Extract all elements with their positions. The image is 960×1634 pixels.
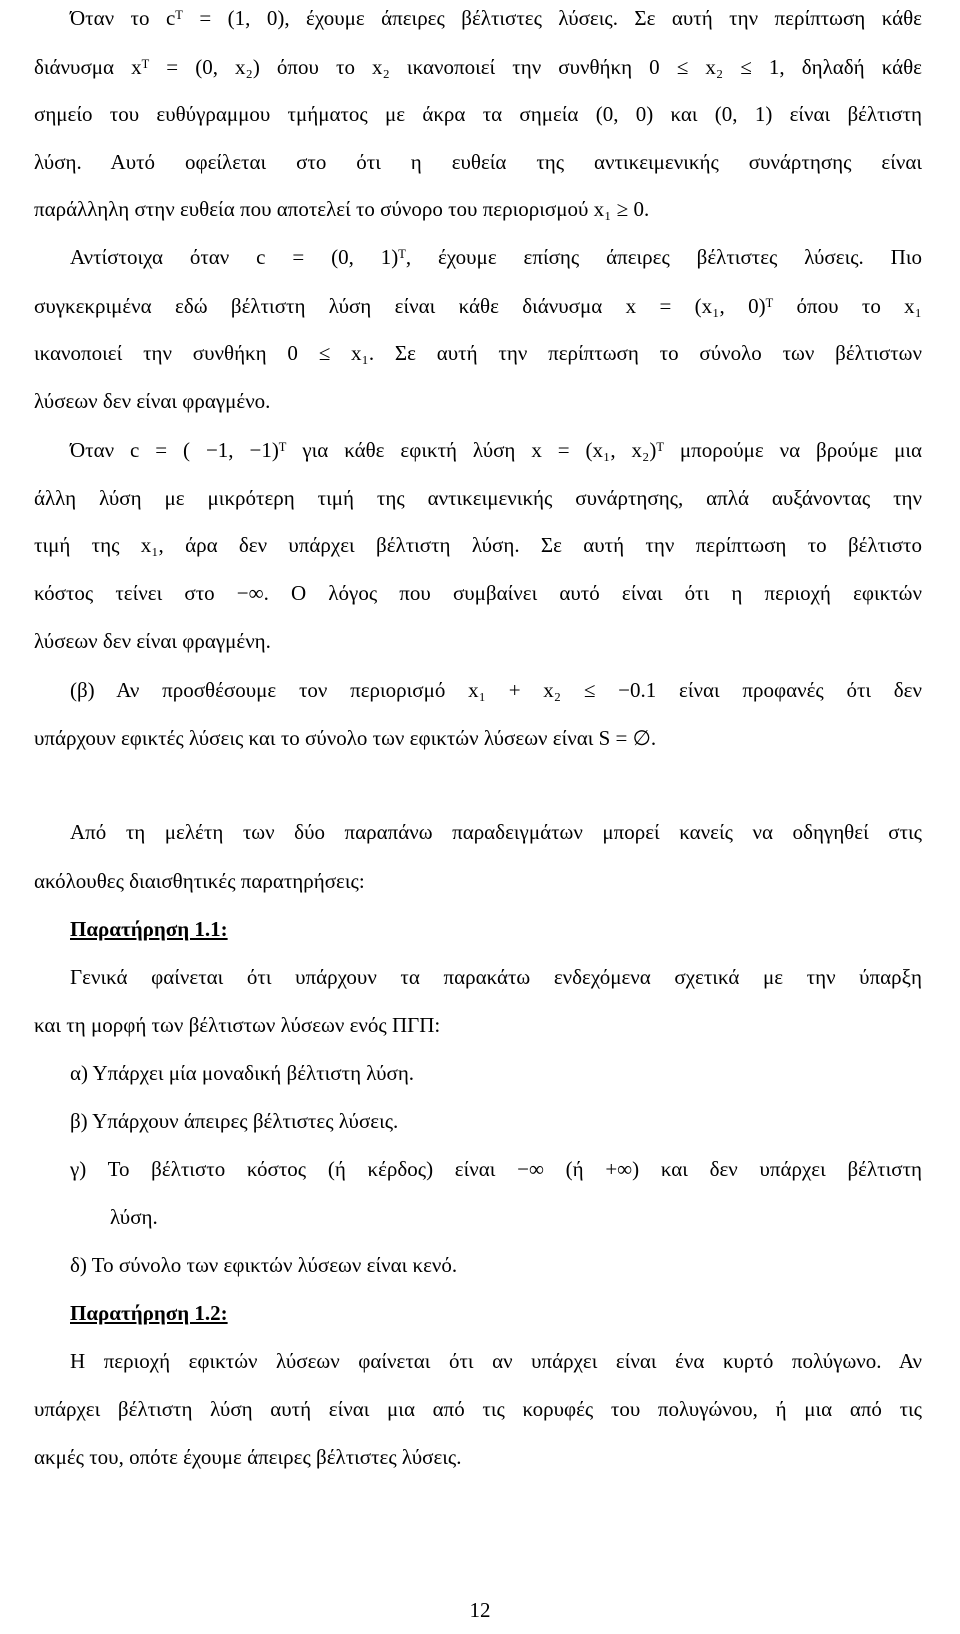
- text-line: διάνυσμα xᵀ = (0, x₂) όπου το x₂ ικανοποιεί την συνθήκη 0 ≤ x₂ ≤ 1, δηλαδή κάθε: [34, 55, 922, 79]
- text-line: παράλληλη στην ευθεία που αποτελεί το σύνορο του περιορισμού x₁ ≥ 0.: [34, 197, 650, 221]
- text-line: τιμή της x₁, άρα δεν υπάρχει βέλτιστη λύση. Σε αυτή την περίπτωση το βέλτιστο: [34, 533, 922, 557]
- text-line: άλλη λύση με μικρότερη τιμή της αντικειμενικής συνάρτησης, απλά αυξάνοντας την: [34, 486, 922, 510]
- text-line: Η περιοχή εφικτών λύσεων φαίνεται ότι αν υπάρχει είναι ένα κυρτό πολύγωνο. Αν: [70, 1349, 922, 1373]
- remark-heading: Παρατήρηση 1.2:: [70, 1301, 228, 1325]
- text-line: Όταν το cᵀ = (1, 0), έχουμε άπειρες βέλτιστες λύσεις. Σε αυτή την περίπτωση κάθε: [70, 6, 922, 30]
- remark-heading: Παρατήρηση 1.1:: [70, 917, 228, 941]
- text-line: Από τη μελέτη των δύο παραπάνω παραδειγμάτων μπορεί κανείς να οδηγηθεί στις: [70, 820, 922, 844]
- list-item: γ) Το βέλτιστο κόστος (ή κέρδος) είναι −∞ (ή +∞) και δεν υπάρχει βέλτιστη: [70, 1157, 922, 1181]
- text-line: Γενικά φαίνεται ότι υπάρχουν τα παρακάτω ενδεχόμενα σχετικά με την ύπαρξη: [70, 965, 922, 989]
- list-item: β) Υπάρχουν άπειρες βέλτιστες λύσεις.: [70, 1109, 399, 1133]
- text-line: λύση. Αυτό οφείλεται στο ότι η ευθεία της αντικειμενικής συνάρτησης είναι: [34, 150, 922, 174]
- text-line: λύσεων δεν είναι φραγμένη.: [34, 629, 271, 653]
- list-item: α) Υπάρχει μία μοναδική βέλτιστη λύση.: [70, 1061, 415, 1085]
- text-line: υπάρχουν εφικτές λύσεις και το σύνολο των εφικτών λύσεων είναι S = ∅.: [34, 726, 657, 750]
- text-line: Αντίστοιχα όταν c = (0, 1)ᵀ, έχουμε επίσης άπειρες βέλτιστες λύσεις. Πιο: [70, 245, 922, 269]
- text-line: ακμές του, οπότε έχουμε άπειρες βέλτιστες λύσεις.: [34, 1445, 462, 1469]
- list-item-continuation: λύση.: [110, 1205, 158, 1229]
- text-line: συγκεκριμένα εδώ βέλτιστη λύση είναι κάθε διάνυσμα x = (x₁, 0)ᵀ όπου το x₁: [34, 294, 922, 318]
- text-line: κόστος τείνει στο −∞. Ο λόγος που συμβαίνει αυτό είναι ότι η περιοχή εφικτών: [34, 581, 922, 605]
- text-line: και τη μορφή των βέλτιστων λύσεων ενός ΠΓΠ:: [34, 1013, 441, 1037]
- text-line: ακόλουθες διαισθητικές παρατηρήσεις:: [34, 869, 365, 893]
- text-line: σημείο του ευθύγραμμου τμήματος με άκρα τα σημεία (0, 0) και (0, 1) είναι βέλτιστη: [34, 102, 922, 126]
- text-line: Όταν c = ( −1, −1)ᵀ για κάθε εφικτή λύση x = (x₁, x₂)ᵀ μπορούμε να βρούμε μια: [70, 438, 922, 462]
- text-line: (β) Αν προσθέσουμε τον περιορισμό x₁ + x₂ ≤ −0.1 είναι προφανές ότι δεν: [70, 678, 922, 702]
- list-item: δ) Το σύνολο των εφικτών λύσεων είναι κενό.: [70, 1253, 458, 1277]
- text-line: υπάρχει βέλτιστη λύση αυτή είναι μια από τις κορυφές του πολυγώνου, ή μια από τις: [34, 1397, 922, 1421]
- page-number: 12: [469, 1598, 491, 1622]
- text-line: ικανοποιεί την συνθήκη 0 ≤ x₁. Σε αυτή την περίπτωση το σύνολο των βέλτιστων: [34, 341, 923, 365]
- text-line: λύσεων δεν είναι φραγμένο.: [34, 389, 271, 413]
